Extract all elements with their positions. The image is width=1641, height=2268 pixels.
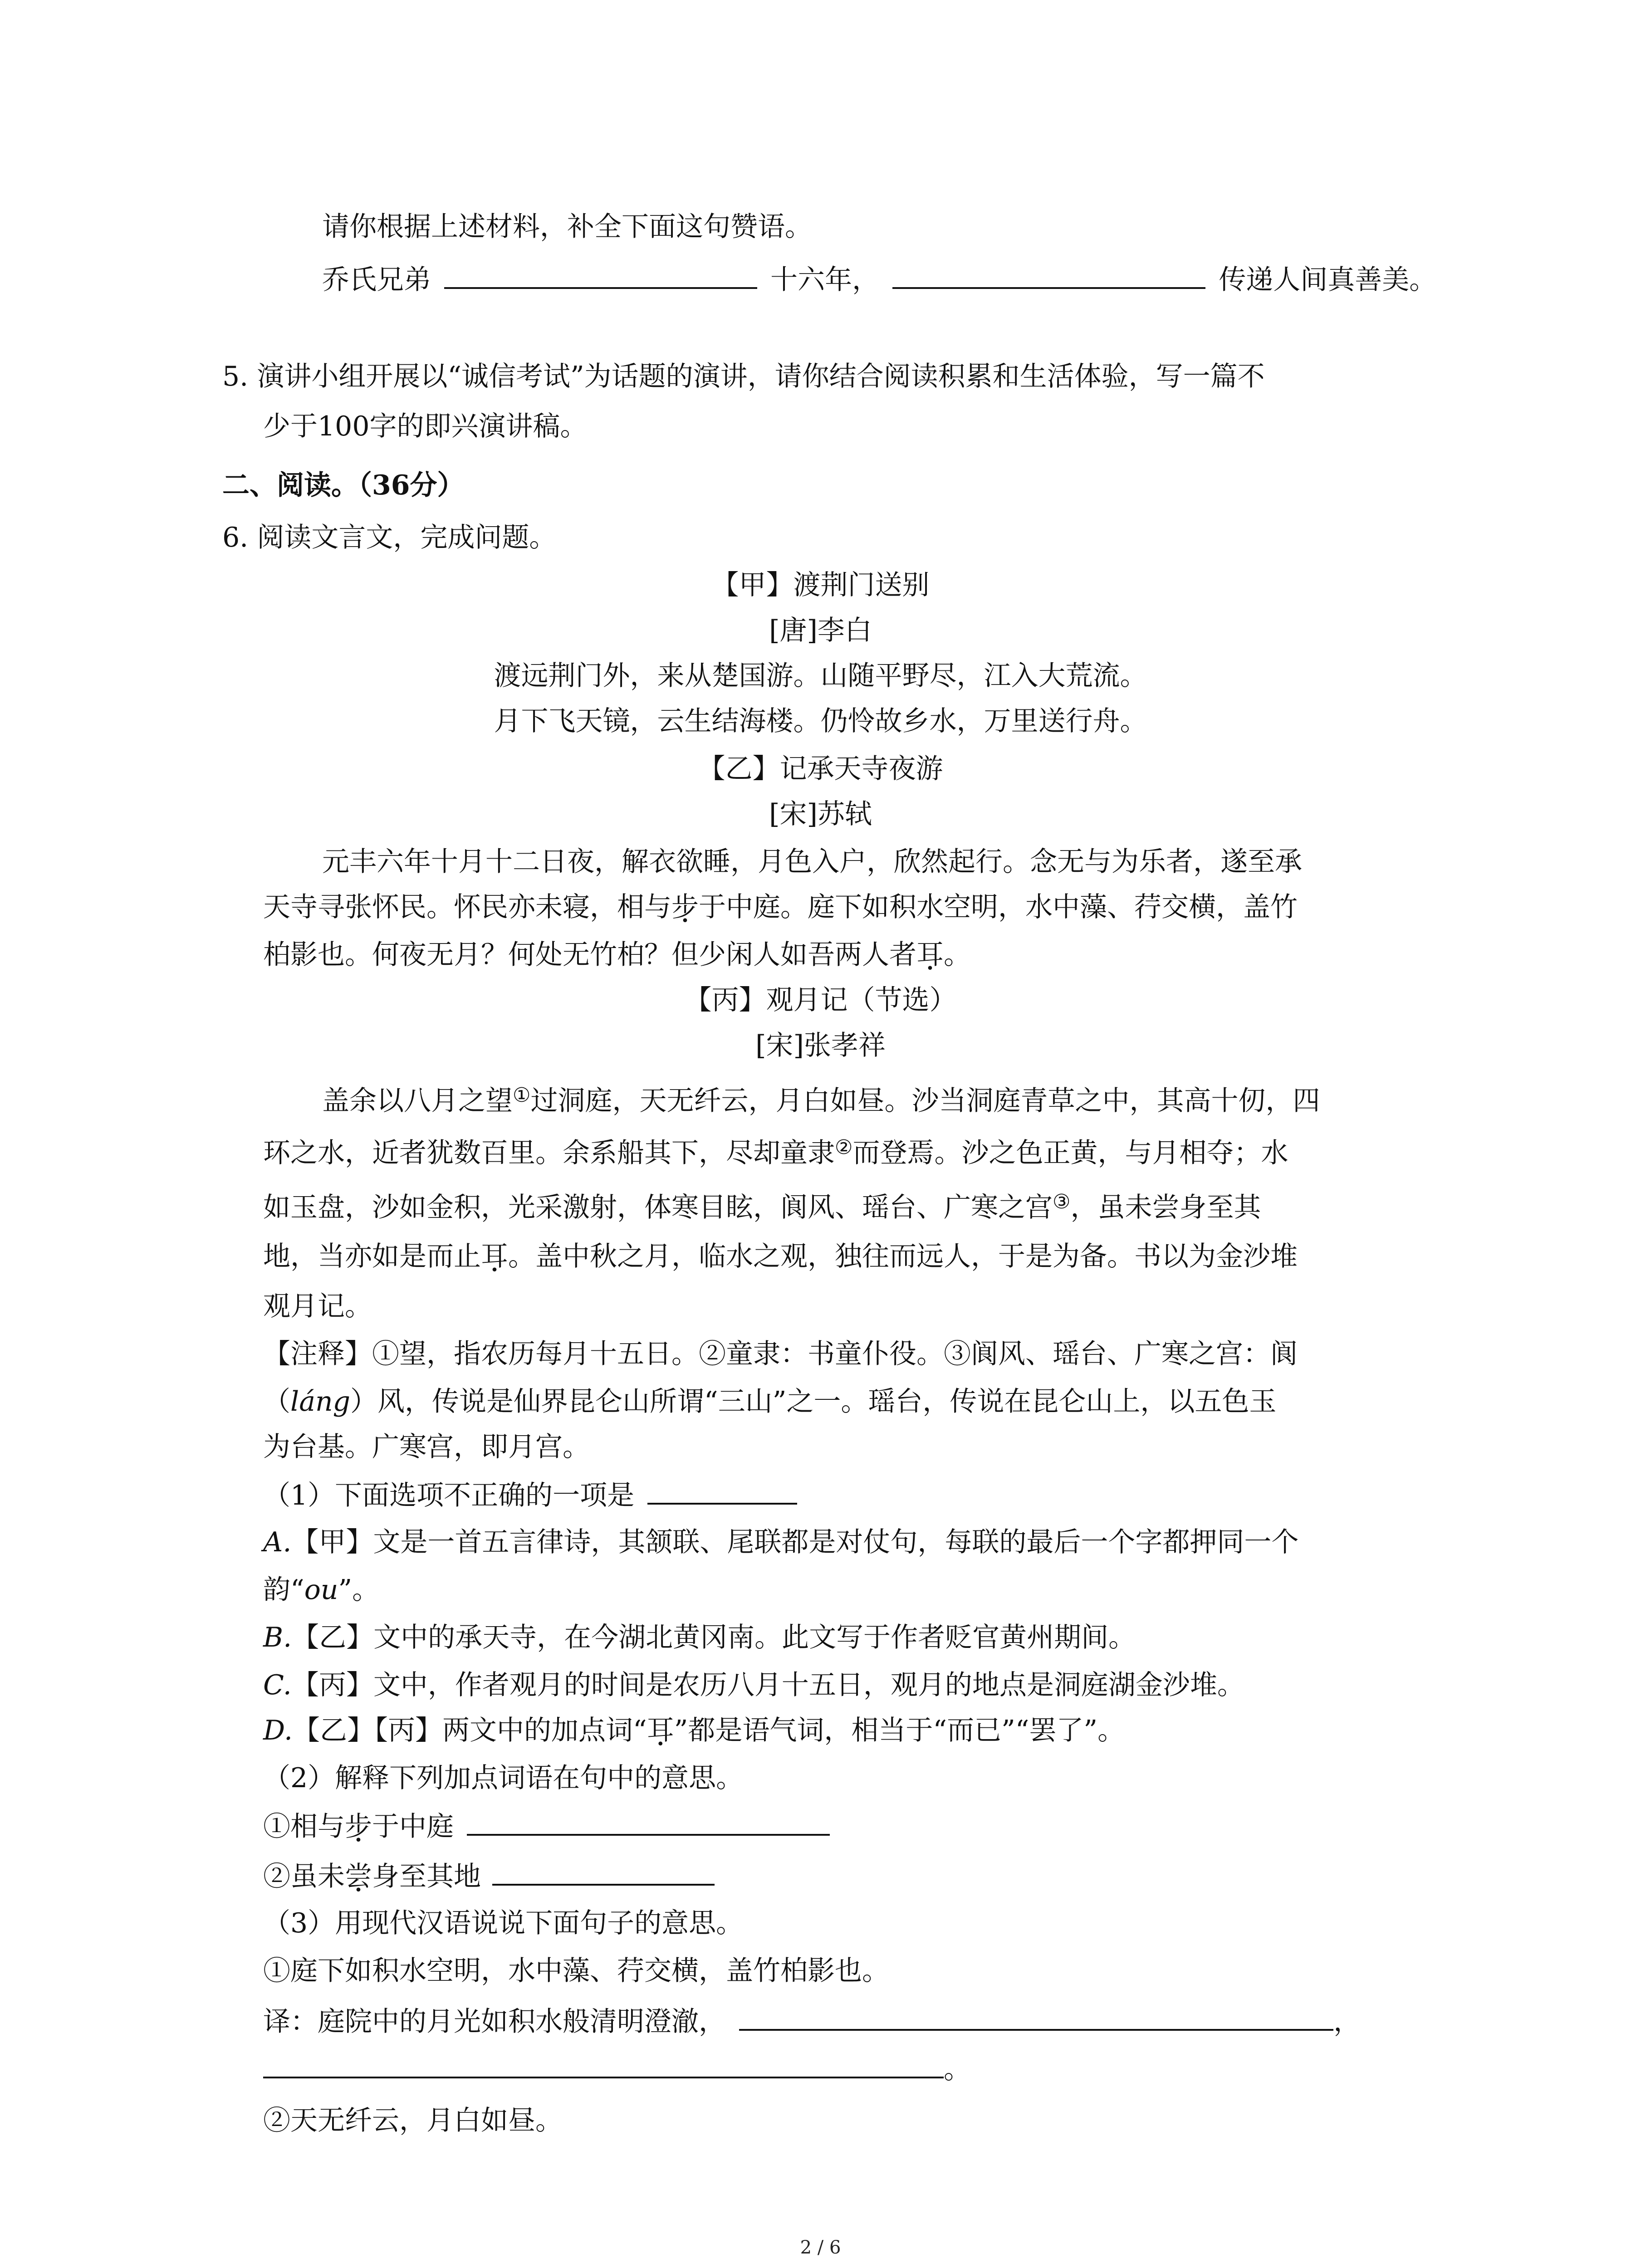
text-author-bing: [宋]张孝祥 (755, 1030, 886, 1061)
text-line: 观月记。 (263, 1290, 372, 1322)
text-author-yi: [宋]苏轼 (769, 798, 872, 830)
explain-item-1: ①相与步于中庭 (263, 1808, 830, 1845)
text-line: 如玉盘，沙如金积，光采激射，体寒目眩，阆风、瑶台、广寒之宫③，虽未尝身至其 (263, 1190, 1261, 1223)
option-b: B.【乙】文中的承天寺，在今湖北黄冈南。此文写于作者贬官黄州期间。 (263, 1622, 1136, 1653)
poem-line: 渡远荆门外，来从楚国游。山随平野尽，江入大荒流。 (494, 660, 1147, 692)
explain-item-2: ②虽未尝身至其地 (263, 1857, 715, 1895)
annotation-line: 为台基。广寒宫，即月宫。 (263, 1431, 590, 1463)
translate-sentence-1: ①庭下如积水空明，水中藻、荇交横，盖竹柏影也。 (263, 1955, 889, 1987)
answer-blank[interactable] (263, 2050, 944, 2078)
translation-line: 。 (263, 2050, 971, 2087)
text-title-bing: 【丙】观月记（节选） (684, 984, 957, 1016)
text-title-yi: 【乙】记承天寺夜游 (698, 753, 943, 785)
page-number: 2 / 6 (800, 2237, 841, 2258)
section-heading: 二、阅读。（36分） (222, 469, 465, 501)
sub-question-3: （3）用现代汉语说说下面句子的意思。 (263, 1907, 744, 1939)
poem-line: 月下飞天镜，云生结海楼。仍怜故乡水，万里送行舟。 (494, 705, 1147, 737)
poem-title-jia: 【甲】渡荆门送别 (711, 569, 930, 601)
annotation-line: （láng）风，传说是仙界昆仑山所谓“三山”之一。瑶台，传说在昆仑山上，以五色玉 (263, 1386, 1277, 1418)
option-a: A.【甲】文是一首五言律诗，其颔联、尾联都是对仗句，每联的最后一个字都押同一个 (263, 1526, 1299, 1558)
poem-author-jia: [唐]李白 (769, 615, 872, 646)
text-line: 环之水，近者犹数百里。余系船其下，尽却童隶②而登焉。沙之色正黄，与月相夺；水 (263, 1136, 1288, 1169)
text-line: 柏影也。何夜无月？何处无竹柏？但少闲人如吾两人者耳。 (263, 939, 971, 971)
answer-blank[interactable] (492, 1857, 715, 1886)
q5-line2: 少于100字的即兴演讲稿。 (263, 411, 588, 442)
option-d: D.【乙】【丙】两文中的加点词“耳”都是语气词，相当于“而已”“罢了”。 (263, 1715, 1125, 1746)
annotation-line: 【注释】①望，指农历每月十五日。②童隶：书童仆役。③阆风、瑶台、广寒之宫：阆 (263, 1338, 1298, 1370)
text-line: 盖余以八月之望①过洞庭，天无纤云，月白如昼。沙当洞庭青草之中，其高十仞，四 (322, 1084, 1320, 1117)
supplement-instruction: 请你根据上述材料，补全下面这句赞语。 (322, 211, 812, 243)
text-line: 元丰六年十月十二日夜，解衣欲睡，月色入户，欣然起行。念无与为乐者，遂至承 (322, 846, 1302, 878)
answer-blank[interactable] (647, 1476, 797, 1505)
sub-question-2: （2）解释下列加点词语在句中的意思。 (263, 1762, 744, 1794)
answer-blank[interactable] (892, 261, 1205, 289)
q5-line1: 5. 演讲小组开展以“诚信考试”为话题的演讲，请你结合阅读积累和生活体验，写一篇不 (222, 361, 1265, 392)
text-line: 天寺寻张怀民。怀民亦未寝，相与步于中庭。庭下如积水空明，水中藻、荇交横，盖竹 (263, 891, 1298, 923)
translation-line: 译：庭院中的月光如积水般清明澄澈， ， (263, 2003, 1361, 2040)
text-line: 地，当亦如是而止耳。盖中秋之月，临水之观，独往而远人，于是为备。书以为金沙堆 (263, 1241, 1298, 1272)
answer-blank[interactable] (467, 1808, 830, 1836)
answer-blank[interactable] (444, 261, 757, 289)
answer-blank[interactable] (739, 2003, 1333, 2031)
translate-sentence-2: ②天无纤云，月白如昼。 (263, 2105, 563, 2136)
option-c: C.【丙】文中，作者观月的时间是农历八月十五日，观月的地点是洞庭湖金沙堆。 (263, 1669, 1244, 1701)
sub-question-1: （1）下面选项不正确的一项是 (263, 1476, 797, 1514)
q6-stem: 6. 阅读文言文，完成问题。 (222, 522, 557, 553)
supplement-sentence: 乔氏兄弟 十六年， 传递人间真善美。 (322, 261, 1436, 298)
option-a-cont: 韵“ou”。 (263, 1574, 380, 1606)
